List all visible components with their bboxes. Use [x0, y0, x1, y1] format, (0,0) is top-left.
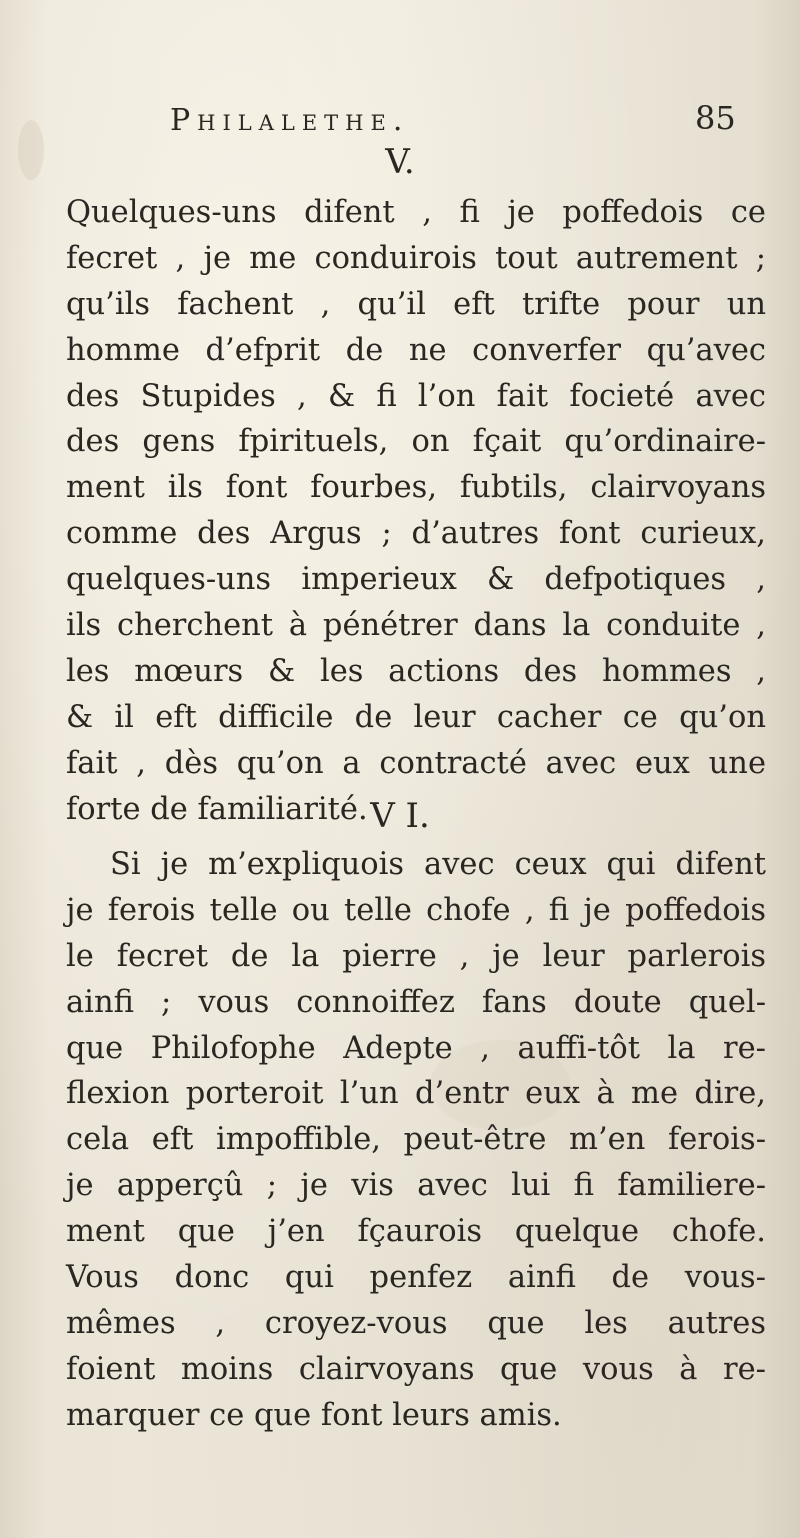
- text-line: homme d’efprit de ne converfer qu’avec: [66, 332, 766, 368]
- text-line: fait , dès qu’on a contracté avec eux une: [66, 745, 766, 781]
- text-line: quelques-uns imperieux & defpotiques ,: [66, 562, 766, 598]
- text-line: cela eft impoffible, peut-être m’en ferois-: [66, 1122, 766, 1158]
- text-line: qu’ils fachent , qu’il eft trifte pour un: [66, 286, 766, 322]
- text-line: les mœurs & les actions des hommes ,: [66, 653, 766, 689]
- text-line: je apperçû ; je vis avec lui fi familiere-: [66, 1168, 766, 1204]
- text-line: ils cherchent à pénétrer dans la conduite ,: [66, 608, 766, 644]
- section-v-paragraph: [66, 190, 766, 832]
- text-line: des Stupides , & fi l’on fait focieté avec: [66, 378, 766, 414]
- running-head: [0, 95, 800, 145]
- text-line: marquer ce que font leurs amis.: [66, 1397, 562, 1433]
- section-heading-vi: V I.: [370, 796, 430, 836]
- text-line: le fecret de la pierre , je leur parlerois: [66, 938, 766, 974]
- text-line: foient moins clairvoyans que vous à re-: [66, 1351, 766, 1387]
- text-line: forte de familiarité.: [66, 791, 368, 827]
- text-line: Si je m’expliquois avec ceux qui difent: [110, 847, 766, 882]
- text-line: mêmes , croyez-vous que les autres: [66, 1305, 766, 1341]
- text-line: Quelques-uns difent , fi je poffedois ce: [66, 195, 766, 230]
- text-line: flexion porteroit l’un d’entr eux à me dire,: [66, 1076, 766, 1112]
- running-title: Philalethe.: [170, 103, 410, 138]
- text-line: comme des Argus ; d’autres font curieux,: [66, 516, 766, 552]
- text-line: Vous donc qui penfez ainfi de vous-: [66, 1260, 766, 1296]
- text-line: ment que j’en fçaurois quelque chofe.: [66, 1214, 766, 1250]
- text-line: fecret , je me conduirois tout autrement ;: [66, 240, 766, 276]
- text-line: je ferois telle ou telle chofe , fi je poffedois: [66, 892, 766, 928]
- text-line: ment ils font fourbes, fubtils, clairvoyans: [66, 470, 766, 506]
- text-line: des gens fpirituels, on fçait qu’ordinaire-: [66, 424, 766, 460]
- text-line: que Philofophe Adepte , auffi-tôt la re-: [66, 1030, 766, 1066]
- page-number: 85: [695, 99, 736, 137]
- text-line: ainfi ; vous connoiffez fans doute quel-: [66, 984, 766, 1020]
- section-heading-v: V.: [385, 142, 415, 182]
- section-vi-paragraph: [66, 842, 766, 1439]
- text-line: & il eft difficile de leur cacher ce qu’on: [66, 699, 766, 735]
